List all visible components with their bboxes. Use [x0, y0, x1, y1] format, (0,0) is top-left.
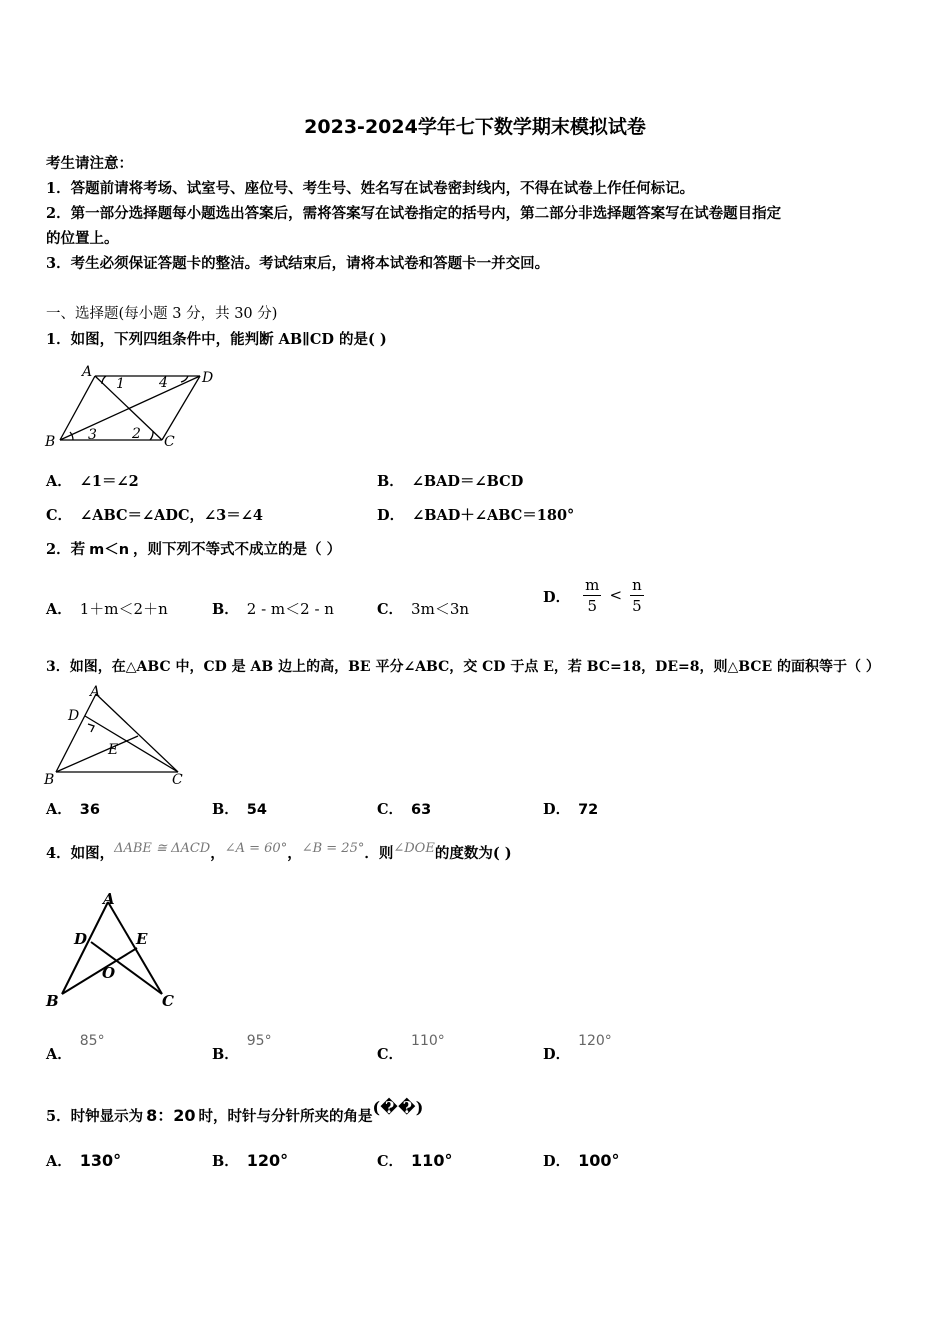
q5-option-a[interactable]: A． 130°	[46, 1151, 122, 1170]
q1-option-c[interactable]: C． ∠ABC＝∠ADC，∠3＝∠4	[46, 507, 264, 524]
q3-label-c: C	[172, 772, 183, 788]
q4-angle-doe: ∠DOE	[393, 841, 435, 856]
q4-option-a[interactable]: A．85°	[46, 1033, 105, 1063]
q2-frac-m5: $\frac{m}{5}$	[585, 576, 600, 615]
q1-label-angle4: 4	[159, 375, 168, 391]
q1-label-angle2: 2	[132, 426, 141, 442]
q3-option-a[interactable]: A． 36	[46, 801, 100, 818]
q4-label-c: C	[162, 992, 174, 1010]
notice-item-2-cont: 的位置上。	[46, 230, 119, 247]
q4-stem: 4．如图，ΔABE ≅ ΔACD，∠A = 60°，∠B = 25°．则∠DOE的度数为( )	[46, 841, 512, 862]
q2-option-c[interactable]: C． 3m＜3n	[377, 600, 470, 618]
q4-figure	[40, 890, 190, 1015]
q4-angle-a: ∠A = 60°	[224, 841, 288, 856]
page-title: 2023-2024学年七下数学期末模拟试卷	[304, 116, 646, 138]
q4-angle-b: ∠B = 25°	[301, 841, 365, 856]
q5-stem: 5．时钟显示为 8：20 时，时针与分针所夹的角是(��)	[46, 1098, 424, 1125]
q2-option-b[interactable]: B． 2 - m＜2 - n	[212, 600, 334, 618]
q4-label-o: O	[102, 964, 116, 982]
q1-figure	[40, 362, 230, 452]
q1-label-angle3: 3	[88, 427, 97, 443]
q1-option-a[interactable]: A． ∠1＝∠2	[46, 473, 139, 490]
section-heading: 一、选择题(每小题 3 分，共 30 分)	[46, 306, 278, 322]
q1-label-a: A	[82, 364, 93, 380]
q3-option-d[interactable]: D． 72	[543, 801, 599, 818]
notice-item-1: 1．答题前请将考场、试室号、座位号、考生号、姓名写在试卷密封线内，不得在试卷上作任何标记。	[46, 180, 695, 197]
q1-label-d: D	[202, 370, 214, 386]
q3-label-e: E	[108, 742, 119, 758]
q2-option-a[interactable]: A． 1＋m＜2＋n	[46, 600, 168, 618]
q1-option-b[interactable]: B． ∠BAD＝∠BCD	[377, 473, 524, 490]
q1-option-d[interactable]: D． ∠BAD＋∠ABC＝180°	[377, 507, 575, 524]
q3-label-d: D	[68, 708, 80, 724]
q4-label-a: A	[103, 890, 115, 908]
q4-congruence: ΔABE ≅ ΔACD	[114, 841, 211, 856]
q2-stem: 2．若 m＜n ，则下列不等式不成立的是（ ）	[46, 541, 342, 558]
q4-option-c[interactable]: C．110°	[377, 1033, 445, 1063]
q5-option-c[interactable]: C． 110°	[377, 1151, 453, 1170]
q1-label-angle1: 1	[116, 376, 125, 392]
q1-label-b: B	[45, 434, 56, 450]
q5-option-d[interactable]: D． 100°	[543, 1151, 620, 1170]
q2-option-d[interactable]: D． $\frac{m}{5}$ < $\frac{n}{5}$	[543, 576, 642, 615]
notice-item-2: 2．第一部分选择题每小题选出答案后，需将答案写在试卷指定的括号内，第二部分非选择题答案写在试卷题目指定	[46, 205, 782, 222]
q4-label-e: E	[136, 930, 148, 948]
q3-stem: 3．如图，在△ABC 中，CD 是 AB 边上的高，BE 平分∠ABC，交 CD 于点 E，若 BC=18，DE=8，则△BCE 的面积等于（ ）	[46, 659, 880, 675]
q3-figure	[40, 684, 200, 792]
notice-item-3: 3．考生必须保证答题卡的整洁。考试结束后，请将本试卷和答题卡一并交回。	[46, 255, 550, 272]
q4-label-b: B	[46, 992, 59, 1010]
q1-label-c: C	[164, 434, 175, 450]
q4-option-d[interactable]: D．120°	[543, 1033, 612, 1063]
q5-option-b[interactable]: B． 120°	[212, 1151, 289, 1170]
q4-label-d: D	[74, 930, 88, 948]
q4-option-b[interactable]: B．95°	[212, 1033, 272, 1063]
q3-label-b: B	[44, 772, 55, 788]
q1-stem: 1．如图，下列四组条件中，能判断 AB∥CD 的是( )	[46, 331, 387, 348]
q3-option-c[interactable]: C． 63	[377, 801, 432, 818]
q3-label-a: A	[90, 684, 101, 700]
q3-option-b[interactable]: B． 54	[212, 801, 267, 818]
q2-frac-n5: $\frac{n}{5}$	[632, 576, 642, 615]
notice-heading: 考生请注意：	[46, 155, 133, 172]
